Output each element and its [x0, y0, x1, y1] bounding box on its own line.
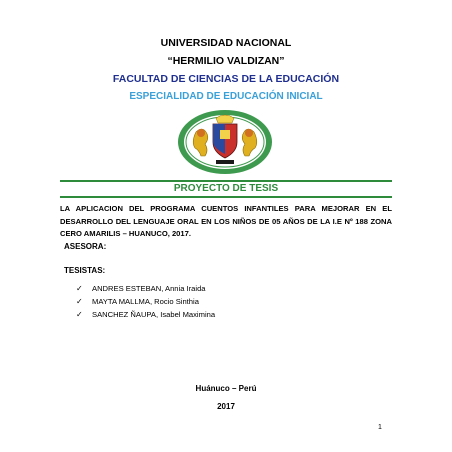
- university-name: “HERMILIO VALDIZAN”: [167, 55, 285, 67]
- page-number: 1: [378, 424, 382, 431]
- author-name: ANDRES ESTEBAN, Annia Iraida: [92, 284, 206, 293]
- place: Huánuco – Perú: [195, 384, 257, 393]
- university-line: UNIVERSIDAD NACIONAL: [160, 37, 292, 49]
- specialty-name: ESPECIALIDAD DE EDUCACIÓN INICIAL: [129, 91, 323, 102]
- project-label: PROYECTO DE TESIS: [173, 183, 279, 194]
- advisor-label: ASESORA:: [64, 242, 107, 251]
- authors-list: [76, 282, 215, 321]
- year: 2017: [217, 402, 235, 411]
- authors-label: TESISTAS:: [64, 266, 106, 275]
- university-seal-icon: [176, 108, 274, 176]
- thesis-title: LA APLICACION DEL PROGRAMA CUENTOS INFANTILES PARA MEJORAR EN EL DESARROLLO DEL LENGUAJE ORAL EN LOS NIÑOS DE 05 AÑOS DE LA I.E Nº 188 ZONA CERO AMARILIS – HUANUCO, 2017.: [60, 204, 392, 238]
- checkmark-icon: ✓: [76, 310, 83, 319]
- list-item: [76, 295, 215, 308]
- divider-top: [60, 180, 392, 182]
- list-item: [76, 308, 215, 321]
- list-item: [76, 282, 215, 295]
- author-name: MAYTA MALLMA, Rocio Sinthia: [92, 297, 199, 306]
- faculty-name: FACULTAD DE CIENCIAS DE LA EDUCACIÓN: [112, 73, 340, 85]
- checkmark-icon: ✓: [76, 284, 83, 293]
- divider-bottom: [60, 196, 392, 198]
- checkmark-icon: ✓: [76, 297, 83, 306]
- author-name: SANCHEZ ÑAUPA, Isabel Maximina: [92, 310, 216, 319]
